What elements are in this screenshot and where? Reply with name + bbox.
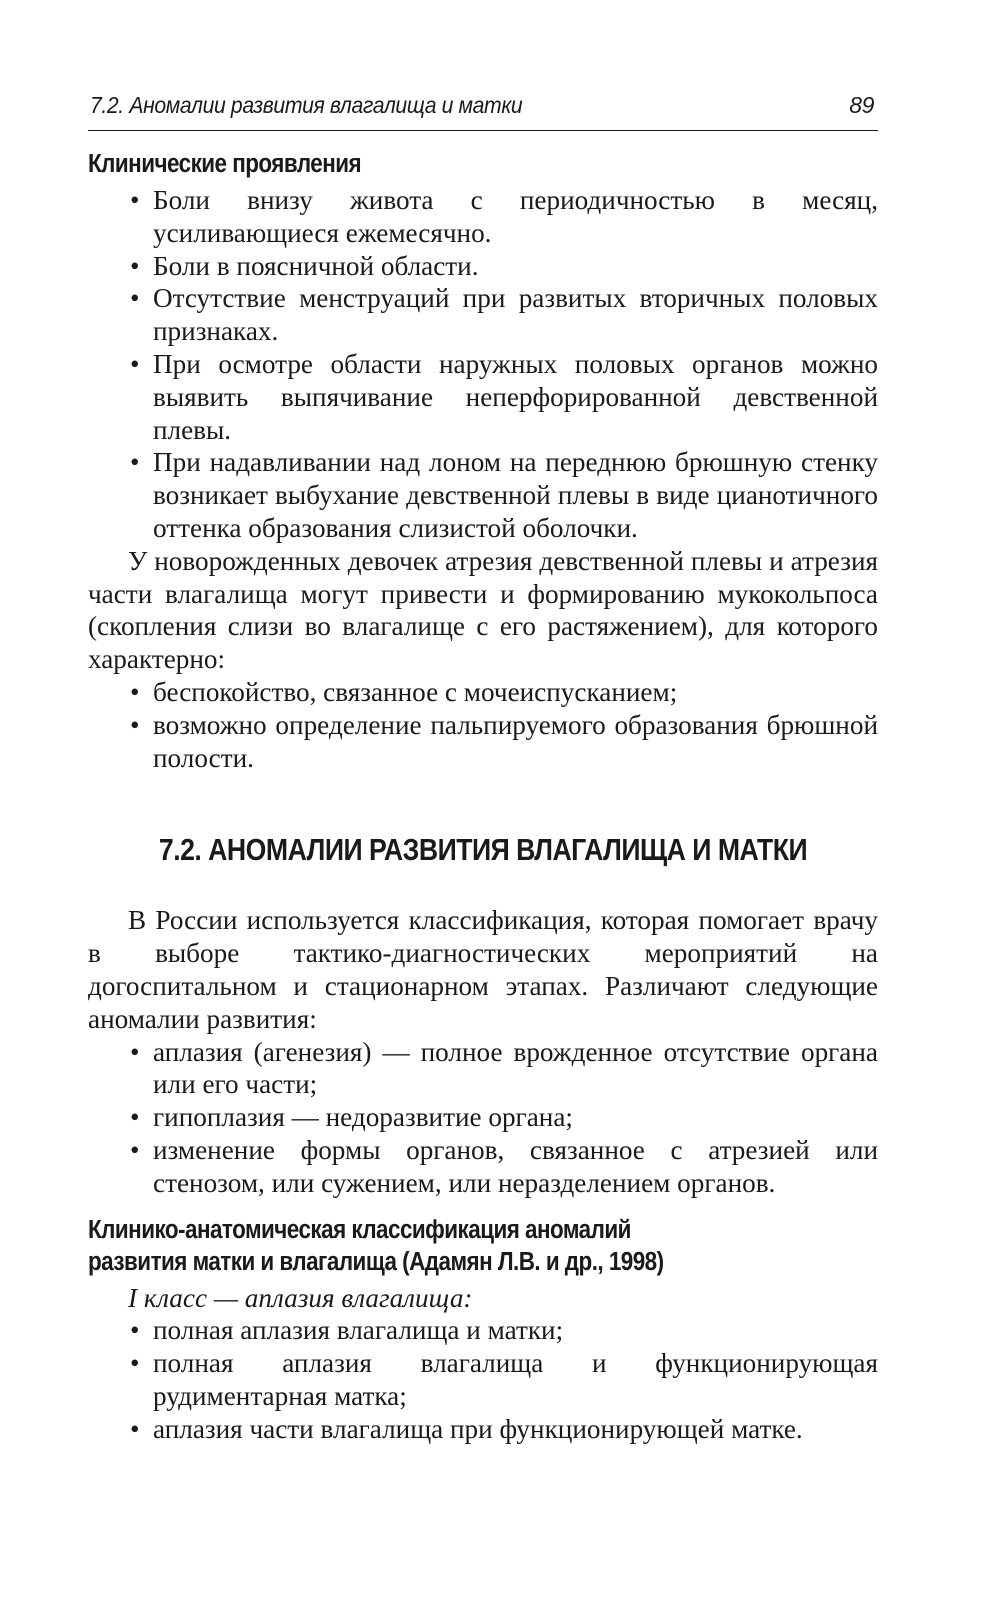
section-intro-paragraph: В России используется классификация, которая помогает врачу в выборе тактико-диагностических мероприятий на догоспитальном и стационарном этапах. Различают следующие аномалии развития:	[88, 905, 878, 1034]
class1-label: I класс — аплазия влагалища:	[128, 1282, 473, 1313]
bullet-icon: •	[130, 185, 140, 215]
list-item: • При осмотре области наружных половых органов можно выявить выпячивание неперфорированной девственной плевы.	[130, 348, 878, 445]
classification-heading	[88, 1214, 783, 1278]
bullet-icon: •	[130, 250, 140, 281]
newborn-paragraph: У новорожденных девочек атрезия девственной плевы и атрезия части влагалища могут привести и формированию мукокольпоса (скопления слизи во влагалище с его растяжением), для которого характерно:	[88, 545, 878, 675]
list-item: • При надавливании над лоном на переднюю брюшную стенку возникает выбухание девственной плевы в виде цианотичного оттенка образования слизистой оболочки.	[130, 447, 878, 543]
list-item: • беспокойство, связанное с мочеиспусканием;	[130, 676, 678, 707]
bullet-icon: •	[130, 1413, 140, 1444]
clinical-symptom-list	[88, 184, 878, 545]
list-item: • изменение формы органов, связанное с атрезией или стенозом, или сужением, или неразделением органов.	[130, 1134, 878, 1198]
list-item: • полная аплазия влагалища и матки;	[130, 1315, 564, 1346]
bullet-icon: •	[130, 348, 140, 379]
page-content	[88, 148, 878, 1446]
bullet-icon: •	[130, 1036, 140, 1067]
class1-list	[88, 1314, 878, 1445]
bullet-icon: •	[130, 283, 140, 314]
list-item: • Боли внизу живота с периодичностью в месяц, усиливающиеся ежемесячно.	[130, 185, 878, 248]
list-item: • гипоплазия — недоразвитие органа;	[130, 1102, 573, 1133]
running-header	[88, 92, 878, 131]
page-number: 89	[849, 92, 874, 118]
newborn-sign-list	[88, 676, 878, 774]
bullet-icon: •	[130, 447, 140, 478]
clinical-heading: Клинические проявления	[88, 150, 362, 178]
bullet-icon: •	[130, 709, 140, 740]
list-item: • Отсутствие менструаций при развитых вторичных половых признаках.	[130, 283, 878, 347]
bullet-icon: •	[130, 1102, 140, 1133]
running-title: 7.2. Аномалии развития влагалища и матки	[90, 92, 523, 118]
classification-heading-line: развития матки и влагалища (Адамян Л.В. и др., 1998)	[88, 1247, 664, 1276]
anomaly-type-list	[88, 1036, 878, 1200]
section-heading: 7.2. АНОМАЛИИ РАЗВИТИЯ ВЛАГАЛИЩА И МАТКИ	[158, 832, 808, 868]
classification-heading-line: Клинико-анатомическая классификация аномалий	[88, 1215, 631, 1244]
bullet-icon: •	[130, 1348, 140, 1379]
list-item: • возможно определение пальпируемого образования брюшной полости.	[130, 709, 878, 773]
list-item: • полная аплазия влагалища и функционирующая рудиментарная матка;	[130, 1348, 878, 1411]
bullet-icon: •	[130, 676, 140, 707]
list-item: • Боли в поясничной области.	[130, 250, 479, 281]
list-item: • аплазия части влагалища при функционирующей матке.	[130, 1413, 803, 1444]
bullet-icon: •	[130, 1134, 140, 1165]
list-item: • аплазия (агенезия) — полное врожденное отсутствие органа или его части;	[130, 1036, 878, 1100]
bullet-icon: •	[130, 1315, 140, 1346]
